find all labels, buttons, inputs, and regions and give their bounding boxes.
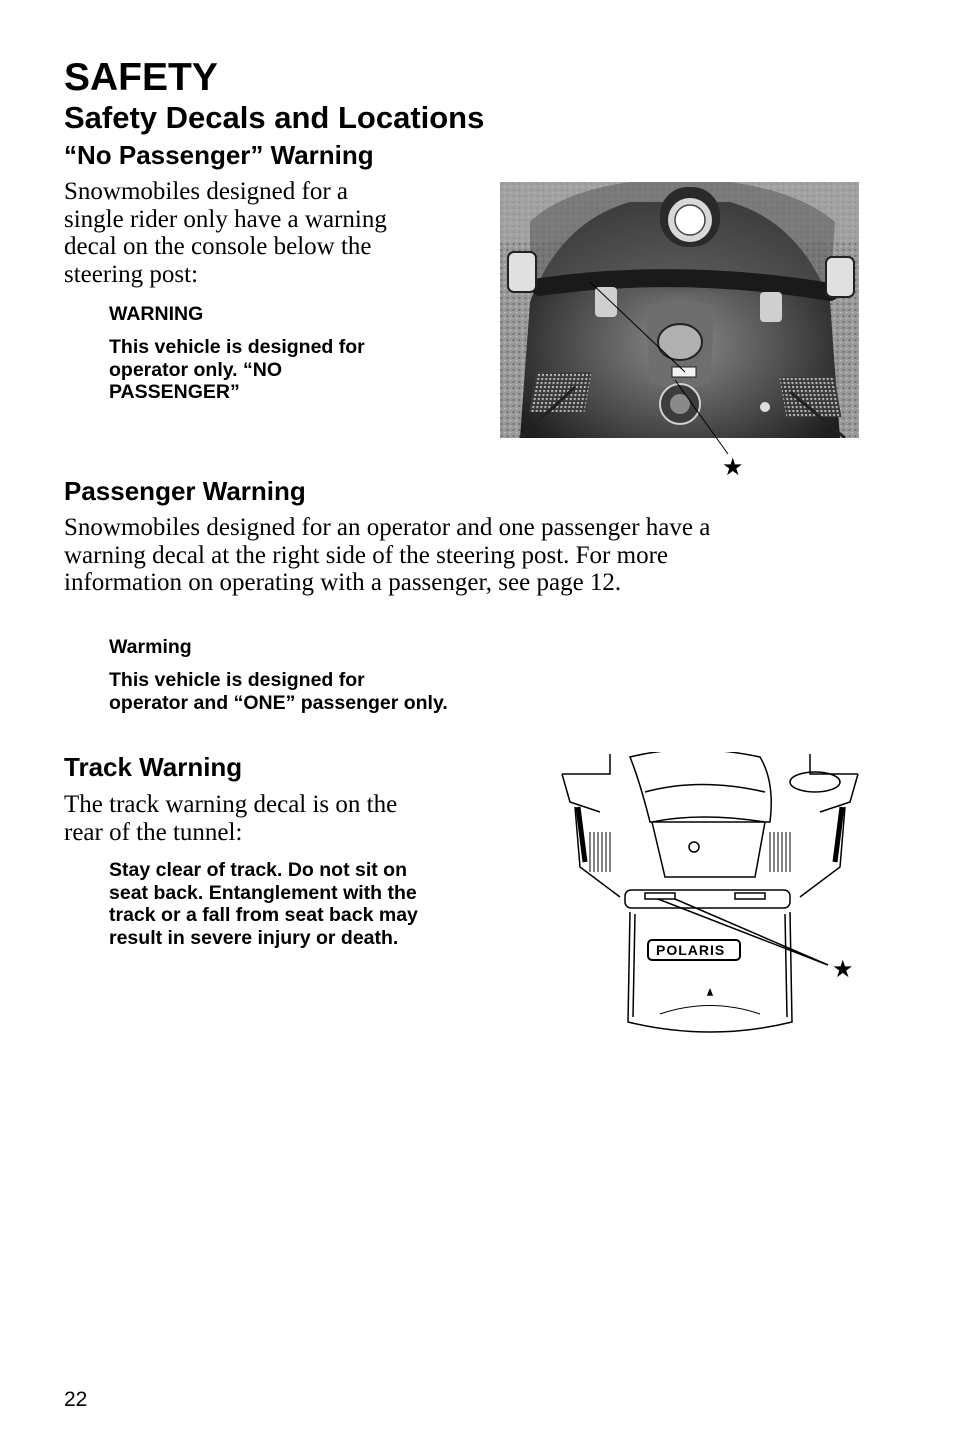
body-line: rear of the tunnel: — [64, 818, 243, 846]
body-line: warning decal at the right side of the steering post. For more — [64, 541, 669, 569]
body-line: Snowmobiles designed for an operator and one passenger have a — [64, 514, 711, 541]
decal-line: Stay clear of track. Do not sit on — [109, 859, 407, 881]
tunnel-rear-drawing — [560, 752, 860, 1037]
track-body — [64, 791, 464, 846]
no-passenger-heading: “No Passenger” Warning — [64, 140, 374, 170]
body-line: The track warning decal is on the — [64, 791, 398, 818]
callout-star-icon: ★ — [832, 955, 854, 983]
body-line: single rider only have a warning — [64, 205, 387, 233]
callout-star-icon: ★ — [722, 453, 744, 481]
decal-line: operator only. “NO — [109, 358, 282, 381]
decal-line: result in severe injury or death. — [109, 926, 399, 949]
polaris-logo: POLARIS — [656, 942, 726, 958]
decal-line: track or a fall from seat back may — [109, 904, 418, 926]
decal-line: This vehicle is designed for — [109, 669, 365, 691]
no-passenger-decal-text — [109, 336, 449, 404]
decal-line: PASSENGER” — [109, 381, 240, 403]
decal-line: This vehicle is designed for — [109, 336, 365, 358]
passenger-decal-text — [109, 669, 529, 714]
track-heading: Track Warning — [64, 752, 243, 782]
body-line: decal on the console below the — [64, 233, 372, 260]
body-line: information on operating with a passenger, see page 12. — [64, 569, 622, 596]
passenger-heading: Passenger Warning — [64, 476, 306, 506]
page-section-title: SAFETY — [64, 56, 218, 99]
track-decal-text — [109, 859, 489, 949]
decal-line: operator and “ONE” passenger only. — [109, 691, 448, 714]
no-passenger-decal-title: WARNING — [109, 303, 204, 325]
body-line: steering post: — [64, 260, 199, 288]
passenger-decal-title: Warming — [109, 636, 192, 658]
body-line: Snowmobiles designed for a — [64, 178, 348, 205]
callout-leader — [500, 380, 760, 460]
no-passenger-body — [64, 178, 444, 288]
page-number: 22 — [64, 1388, 88, 1411]
page-subsection-title: Safety Decals and Locations — [64, 100, 485, 135]
decal-line: seat back. Entanglement with the — [109, 881, 417, 904]
passenger-body — [64, 514, 884, 597]
